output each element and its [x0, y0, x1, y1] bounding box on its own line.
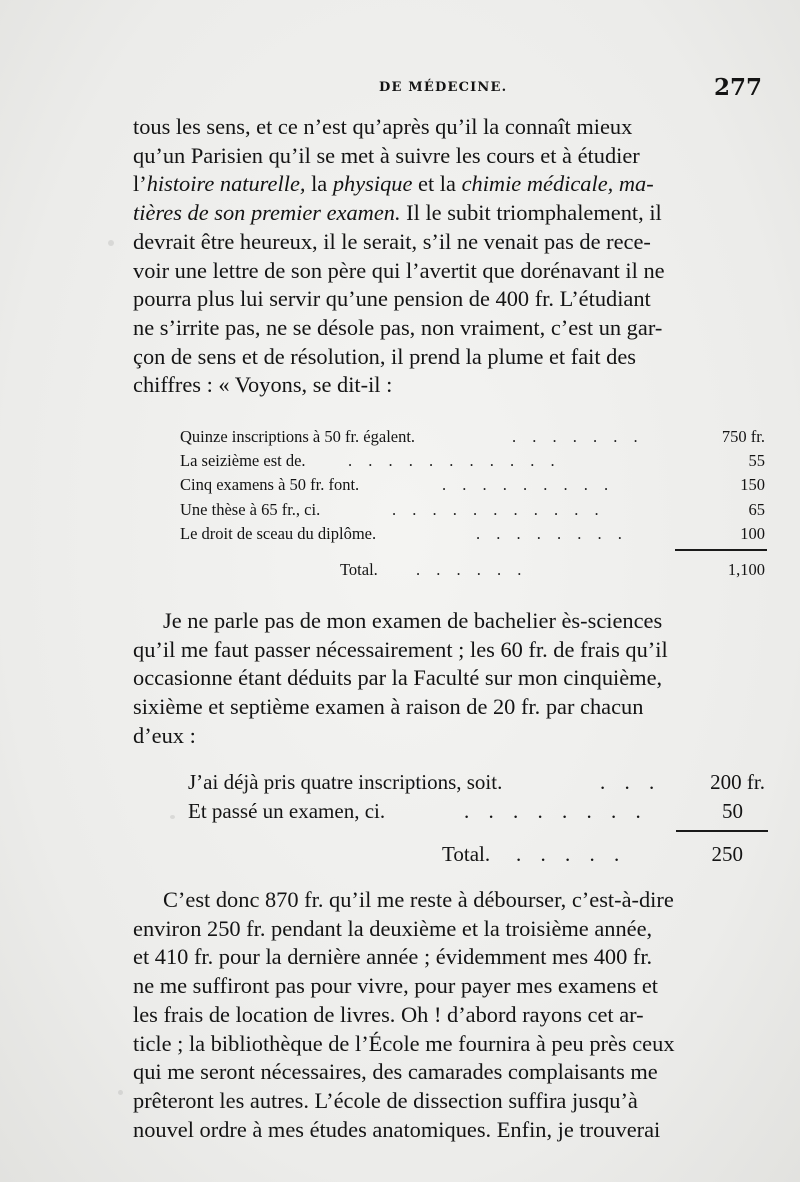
- row-label: Une thèse à 65 fr., ci.: [180, 499, 321, 519]
- text-line: environ 250 fr. pendant la deuxième et la troisième année,: [133, 915, 653, 941]
- leader-dots: . . . . . . . . . . .: [348, 451, 561, 471]
- row-amount: 750 fr.: [721, 427, 765, 446]
- text-line: occasionne étant déduits par la Faculté sur mon cinquième,: [133, 665, 663, 691]
- table-row: [180, 473, 765, 497]
- row-label: Cinq examens à 50 fr. font.: [180, 475, 360, 495]
- text-line: chiffres : « Voyons, se dit-il :: [133, 372, 393, 398]
- row-label: Quinze inscriptions à 50 fr. égalent.: [180, 427, 416, 446]
- text-line: et 410 fr. pour la dernière année ; évidemment mes 400 fr.: [133, 944, 653, 970]
- row-amount: 50: [722, 799, 743, 823]
- total-amount: 250: [711, 842, 743, 866]
- leader-dots: . . . . .: [516, 842, 627, 866]
- total-row: [180, 558, 765, 582]
- total-row: [188, 840, 765, 869]
- page-header: [133, 76, 762, 104]
- print-speck: [170, 815, 175, 819]
- text-line: nouvel ordre à mes études anatomiques. Enfin, je trouverai: [133, 1116, 661, 1142]
- row-amount: 55: [748, 451, 765, 471]
- page-number: 277: [713, 74, 762, 101]
- text-line: tous les sens, et ce n’est qu’après qu’il la connaît mieux: [133, 114, 633, 139]
- leader-dots: . . . . . . .: [512, 427, 644, 446]
- row-label: La seizième est de.: [180, 451, 306, 471]
- total-amount: 1,100: [727, 559, 765, 579]
- table-row: [180, 449, 765, 473]
- text-line: l’histoire naturelle, la physique et la chimie médicale, ma-: [133, 171, 654, 197]
- total-label: Total.: [340, 559, 378, 579]
- text-line: Je ne parle pas de mon examen de bachelier ès-sciences: [163, 608, 663, 633]
- leader-dots: . . . . . . . . .: [442, 475, 615, 495]
- text-line: ne s’irrite pas, ne se désole pas, non vraiment, c’est un gar-: [133, 314, 663, 340]
- leader-dots: . . . . . . . .: [476, 523, 628, 543]
- leader-dots: . . . . . . . . . . .: [392, 499, 605, 519]
- text-line: qui me seront nécessaires, des camarades complaisants me: [133, 1059, 658, 1085]
- print-speck: [118, 1090, 123, 1095]
- paragraph-1: [133, 113, 763, 400]
- text-line: les frais de location de livres. Oh ! d’abord rayons cet ar-: [133, 1001, 644, 1027]
- leader-dots: . . . . . .: [416, 559, 528, 579]
- paragraph-2: [133, 607, 763, 751]
- text-line: devrait être heureux, il le serait, s’il ne venait pas de rece-: [133, 228, 651, 254]
- expense-table: [180, 425, 765, 582]
- table-row: [180, 522, 765, 546]
- text-line: sixième et septième examen à raison de 20 fr. par chacun: [133, 694, 644, 720]
- text-line: prêteront les autres. L’école de dissection suffira jusqu’à: [133, 1087, 638, 1113]
- text-line: qu’un Parisien qu’il se met à suivre les cours et à étudier: [133, 142, 640, 168]
- sum-rule: [675, 549, 767, 551]
- text-line: qu’il me faut passer nécessairement ; les 60 fr. de frais qu’il: [133, 636, 668, 662]
- row-amount: 65: [748, 499, 765, 519]
- sum-rule: [676, 830, 768, 832]
- inscription-table: [188, 768, 765, 869]
- print-speck: [108, 240, 114, 246]
- row-amount: 150: [740, 475, 765, 495]
- table-row: [188, 768, 765, 797]
- text-line: d’eux :: [133, 722, 196, 748]
- text-line: çon de sens et de résolution, il prend la plume et fait des: [133, 343, 637, 369]
- row-label: J’ai déjà pris quatre inscriptions, soit.: [188, 770, 503, 794]
- leader-dots: . . . . . . . .: [464, 799, 648, 823]
- row-amount: 200 fr.: [710, 770, 765, 794]
- table-row: [188, 797, 765, 826]
- paragraph-3: [133, 886, 765, 1144]
- row-label: Le droit de sceau du diplôme.: [180, 523, 377, 543]
- table-row: [180, 425, 765, 449]
- table-row: [180, 498, 765, 522]
- row-amount: 100: [740, 523, 765, 543]
- text-line: voir une lettre de son père qui l’avertit que dorénavant il ne: [133, 257, 665, 283]
- running-head: DE MÉDECINE.: [379, 80, 508, 95]
- leader-dots: . . .: [600, 770, 662, 794]
- row-label: Et passé un examen, ci.: [188, 799, 386, 823]
- text-line: ne me suffiront pas pour vivre, pour payer mes examens et: [133, 973, 658, 999]
- text-line: C’est donc 870 fr. qu’il me reste à débourser, c’est-à-dire: [163, 887, 674, 912]
- text-line: tières de son premier examen. Il le subit triomphalement, il: [133, 200, 662, 226]
- total-label: Total.: [442, 842, 491, 866]
- text-line: ticle ; la bibliothèque de l’École me fournira à peu près ceux: [133, 1030, 675, 1056]
- text-line: pourra plus lui servir qu’une pension de 400 fr. L’étudiant: [133, 286, 651, 312]
